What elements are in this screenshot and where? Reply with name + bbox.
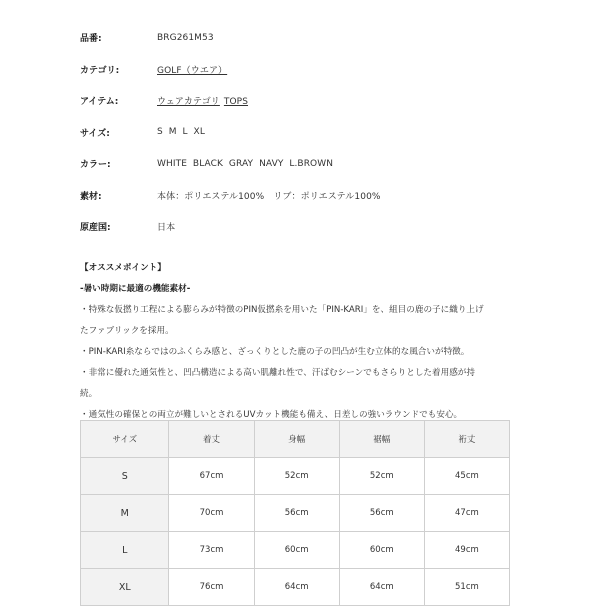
spec-value: BRG261M53 — [157, 32, 214, 43]
header-cell: 着丈 — [169, 421, 254, 458]
spec-row-item — [80, 85, 560, 117]
table-cell: 64cm — [254, 569, 339, 606]
table-row — [81, 495, 510, 532]
spec-row-size — [80, 117, 560, 149]
spec-value: 日本 — [157, 223, 176, 234]
spec-row-color — [80, 148, 560, 180]
header-cell: 身幅 — [254, 421, 339, 458]
spec-label: カラー: — [80, 160, 111, 171]
recommend-line: ・非常に優れた通気性と、凹凸構造による高い肌離れ性で、汗ばむシーンでもさらりとした着用感が持 — [80, 368, 475, 378]
spec-label: アイテム: — [80, 97, 119, 108]
spec-label: 品番: — [80, 34, 102, 45]
spec-row-material — [80, 180, 560, 212]
item-category-link[interactable]: ウェアカテゴリ — [157, 97, 220, 108]
table-cell: 47cm — [424, 495, 509, 532]
recommend-line: ・通気性の確保との両立が難しいとされるUVカット機能も備え、日差しの強いラウンドでも安心。 — [80, 410, 463, 420]
table-cell: 73cm — [169, 532, 254, 569]
spec-label: 原産国: — [80, 223, 111, 234]
header-cell: サイズ — [81, 421, 169, 458]
size-label-cell: S — [81, 458, 169, 495]
spec-row-origin — [80, 211, 560, 243]
size-label-cell: XL — [81, 569, 169, 606]
recommend-line: たファブリックを採用。 — [80, 326, 174, 336]
spec-row-product-number — [80, 22, 560, 54]
table-row — [81, 532, 510, 569]
table-cell: 70cm — [169, 495, 254, 532]
spec-label: サイズ: — [80, 128, 110, 139]
recommend-line: 続。 — [80, 389, 98, 399]
spec-value: S M L XL — [157, 127, 205, 138]
table-cell: 60cm — [254, 532, 339, 569]
recommend-section — [80, 258, 530, 426]
spec-label: カテゴリ: — [80, 65, 120, 76]
table-cell: 67cm — [169, 458, 254, 495]
size-table-header — [81, 421, 510, 458]
recommend-subtitle: -暑い時期に最適の機能素材- — [80, 284, 191, 294]
recommend-title: 【オススメポイント】 — [80, 263, 166, 273]
table-cell: 45cm — [424, 458, 509, 495]
recommend-line: ・特殊な仮撚り工程による膨らみが特徴のPIN仮撚糸を用いた「PIN-KARI」を、組目の鹿の子に織り上げ — [80, 305, 484, 315]
table-cell: 52cm — [339, 458, 424, 495]
table-cell: 56cm — [254, 495, 339, 532]
table-cell: 52cm — [254, 458, 339, 495]
spec-value: WHITE BLACK GRAY NAVY L.BROWN — [157, 158, 334, 169]
table-row — [81, 458, 510, 495]
spec-label: 素材: — [80, 191, 102, 202]
table-cell: 64cm — [339, 569, 424, 606]
table-cell: 76cm — [169, 569, 254, 606]
table-cell: 51cm — [424, 569, 509, 606]
table-cell: 60cm — [339, 532, 424, 569]
spec-list — [80, 22, 560, 243]
size-label-cell: L — [81, 532, 169, 569]
item-tops-link[interactable]: TOPS — [223, 97, 249, 108]
table-cell: 49cm — [424, 532, 509, 569]
size-label-cell: M — [81, 495, 169, 532]
category-link[interactable]: GOLF（ウエア） — [157, 65, 228, 76]
table-cell: 56cm — [339, 495, 424, 532]
header-cell: 裾幅 — [339, 421, 424, 458]
spec-row-category — [80, 54, 560, 86]
size-table — [80, 420, 510, 606]
recommend-line: ・PIN-KARI糸ならではのふくらみ感と、ざっくりとした鹿の子の凹凸が生む立体的な風合いが特徴。 — [80, 347, 470, 357]
header-cell: 裄丈 — [424, 421, 509, 458]
spec-value: 本体：ポリエステル100% リブ：ポリエステル100% — [157, 191, 381, 202]
